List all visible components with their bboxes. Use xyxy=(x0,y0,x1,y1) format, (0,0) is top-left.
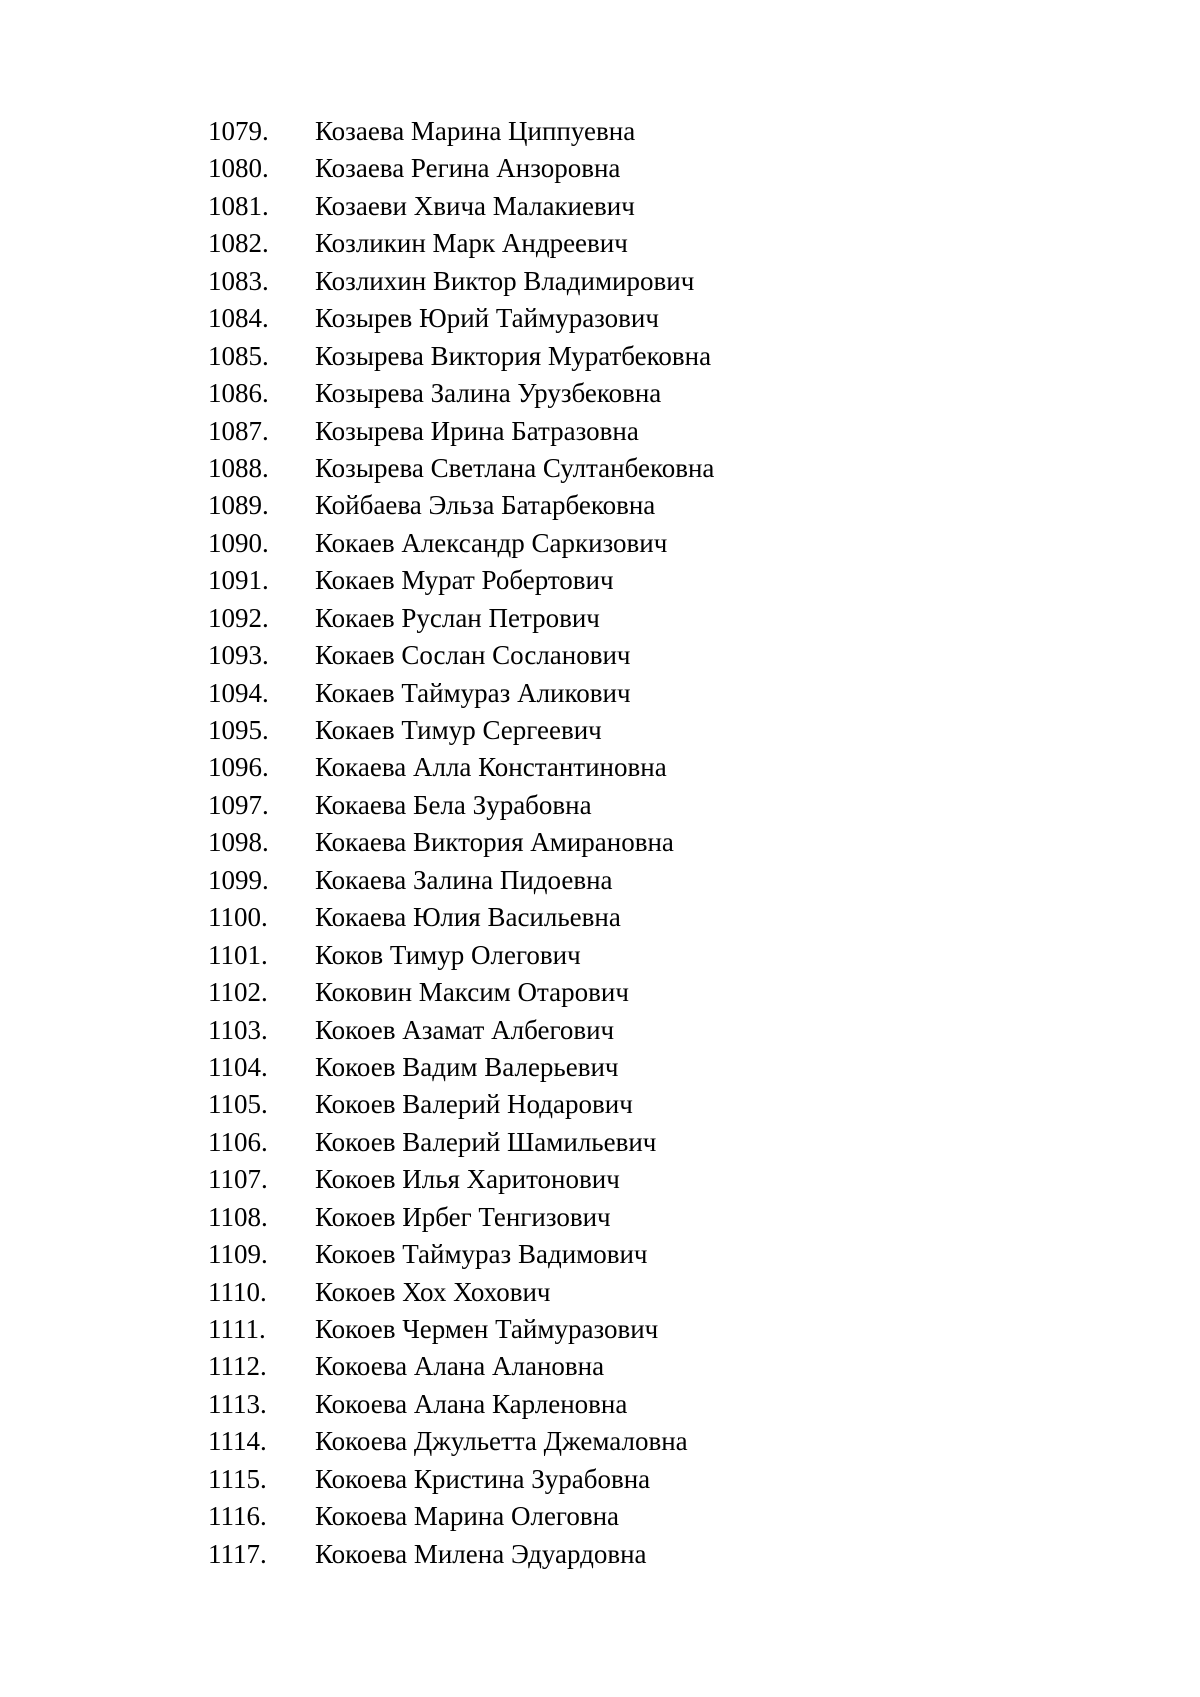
entry-number: 1104. xyxy=(208,1051,268,1082)
entry-number: 1082. xyxy=(208,228,269,259)
entry-number: 1101. xyxy=(208,939,268,970)
entry-number: 1080. xyxy=(208,153,269,184)
entry-number: 1113. xyxy=(208,1388,267,1419)
entry-name: Коков Тимур Олегович xyxy=(315,939,581,970)
entry-number: 1090. xyxy=(208,527,269,558)
entry-name: Кокаева Залина Пидоевна xyxy=(315,864,613,895)
entry-number: 1105. xyxy=(208,1089,268,1120)
entry-name: Кокоева Алана Карленовна xyxy=(315,1388,628,1419)
entry-name: Кокоев Чермен Таймуразович xyxy=(315,1314,659,1344)
entry-number: 1099. xyxy=(208,864,269,895)
entry-name: Кокоева Марина Олеговна xyxy=(315,1501,620,1532)
entry-name: Козырева Светлана Султанбековна xyxy=(315,452,715,483)
entry-number: 1103. xyxy=(208,1014,268,1045)
entry-number: 1092. xyxy=(208,602,269,633)
entry-number: 1116. xyxy=(208,1501,267,1532)
entry-name: Кокоев Ирбег Тенгизович xyxy=(315,1201,611,1232)
entry-number: 1086. xyxy=(208,378,269,409)
entry-name: Кокаева Бела Зурабовна xyxy=(315,789,592,820)
entry-number: 1091. xyxy=(208,565,269,596)
entry-number: 1087. xyxy=(208,415,269,446)
entry-number: 1088. xyxy=(208,452,269,483)
entry-name: Кокоев Валерий Шамильевич xyxy=(315,1126,657,1157)
entry-number: 1098. xyxy=(208,827,269,858)
entry-number: 1107. xyxy=(208,1164,268,1195)
entry-number: 1106. xyxy=(208,1126,268,1157)
entry-number: 1115. xyxy=(208,1463,267,1494)
entry-number: 1111. xyxy=(208,1314,266,1344)
entry-number: 1108. xyxy=(208,1201,268,1232)
entry-name: Кокаева Юлия Васильевна xyxy=(315,902,621,933)
entry-name: Кокаев Тимур Сергеевич xyxy=(315,715,602,745)
entry-name: Кокоева Джульетта Джемаловна xyxy=(315,1426,688,1457)
entry-name: Кокаев Александр Саркизович xyxy=(315,527,668,558)
entry-number: 1083. xyxy=(208,265,269,296)
entry-number: 1089. xyxy=(208,490,269,521)
entry-name: Козырев Юрий Таймуразович xyxy=(315,303,659,334)
entry-name: Кокаев Руслан Петрович xyxy=(315,602,600,633)
entry-number: 1100. xyxy=(208,902,268,933)
entry-name: Кокоев Хох Хохович xyxy=(315,1276,551,1307)
entry-name: Козырева Виктория Муратбековна xyxy=(315,340,712,371)
entry-name: Кокоев Таймураз Вадимович xyxy=(315,1239,648,1270)
entry-name: Кокоев Илья Харитонович xyxy=(315,1164,620,1195)
entry-name: Кокаев Сослан Сосланович xyxy=(315,640,631,671)
entry-number: 1095. xyxy=(208,715,269,745)
entry-name: Козырева Ирина Батразовна xyxy=(315,415,639,446)
entry-name: Кокоев Азамат Албегович xyxy=(315,1014,615,1045)
entry-number: 1079. xyxy=(208,116,269,146)
entry-name: Козликин Марк Андреевич xyxy=(315,228,628,259)
entry-number: 1112. xyxy=(208,1351,267,1382)
entry-number: 1093. xyxy=(208,640,269,671)
entry-number: 1109. xyxy=(208,1239,268,1270)
entry-name: Кокаева Алла Константиновна xyxy=(315,752,667,783)
entry-name: Кокоева Кристина Зурабовна xyxy=(315,1463,651,1494)
entry-name: Козаева Марина Циппуевна xyxy=(315,116,636,146)
entry-name: Кокаев Таймураз Аликович xyxy=(315,677,631,708)
entry-name: Козырева Залина Урузбековна xyxy=(315,378,662,409)
entry-name: Кокаева Виктория Амирановна xyxy=(315,827,674,858)
entry-number: 1117. xyxy=(208,1538,267,1569)
entry-name: Кокоев Вадим Валерьевич xyxy=(315,1051,619,1082)
entry-number: 1110. xyxy=(208,1276,267,1307)
entry-name: Коковин Максим Отарович xyxy=(315,977,629,1008)
entry-number: 1102. xyxy=(208,977,268,1008)
entry-name: Кокоева Милена Эдуардовна xyxy=(315,1538,647,1569)
entry-number: 1114. xyxy=(208,1426,267,1457)
entry-name: Козаева Регина Анзоровна xyxy=(315,153,621,184)
entry-number: 1097. xyxy=(208,789,269,820)
entry-number: 1096. xyxy=(208,752,269,783)
entry-number: 1084. xyxy=(208,303,269,334)
entry-number: 1094. xyxy=(208,677,269,708)
entry-number: 1081. xyxy=(208,190,269,221)
entry-name: Кокоев Валерий Нодарович xyxy=(315,1089,633,1120)
entry-name: Койбаева Эльза Батарбековна xyxy=(315,490,656,521)
entry-name: Кокаев Мурат Робертович xyxy=(315,565,614,596)
entry-number: 1085. xyxy=(208,340,269,371)
entry-name: Козлихин Виктор Владимирович xyxy=(315,265,695,296)
entry-name: Кокоева Алана Алановна xyxy=(315,1351,605,1382)
entry-name: Козаеви Хвича Малакиевич xyxy=(315,190,635,221)
